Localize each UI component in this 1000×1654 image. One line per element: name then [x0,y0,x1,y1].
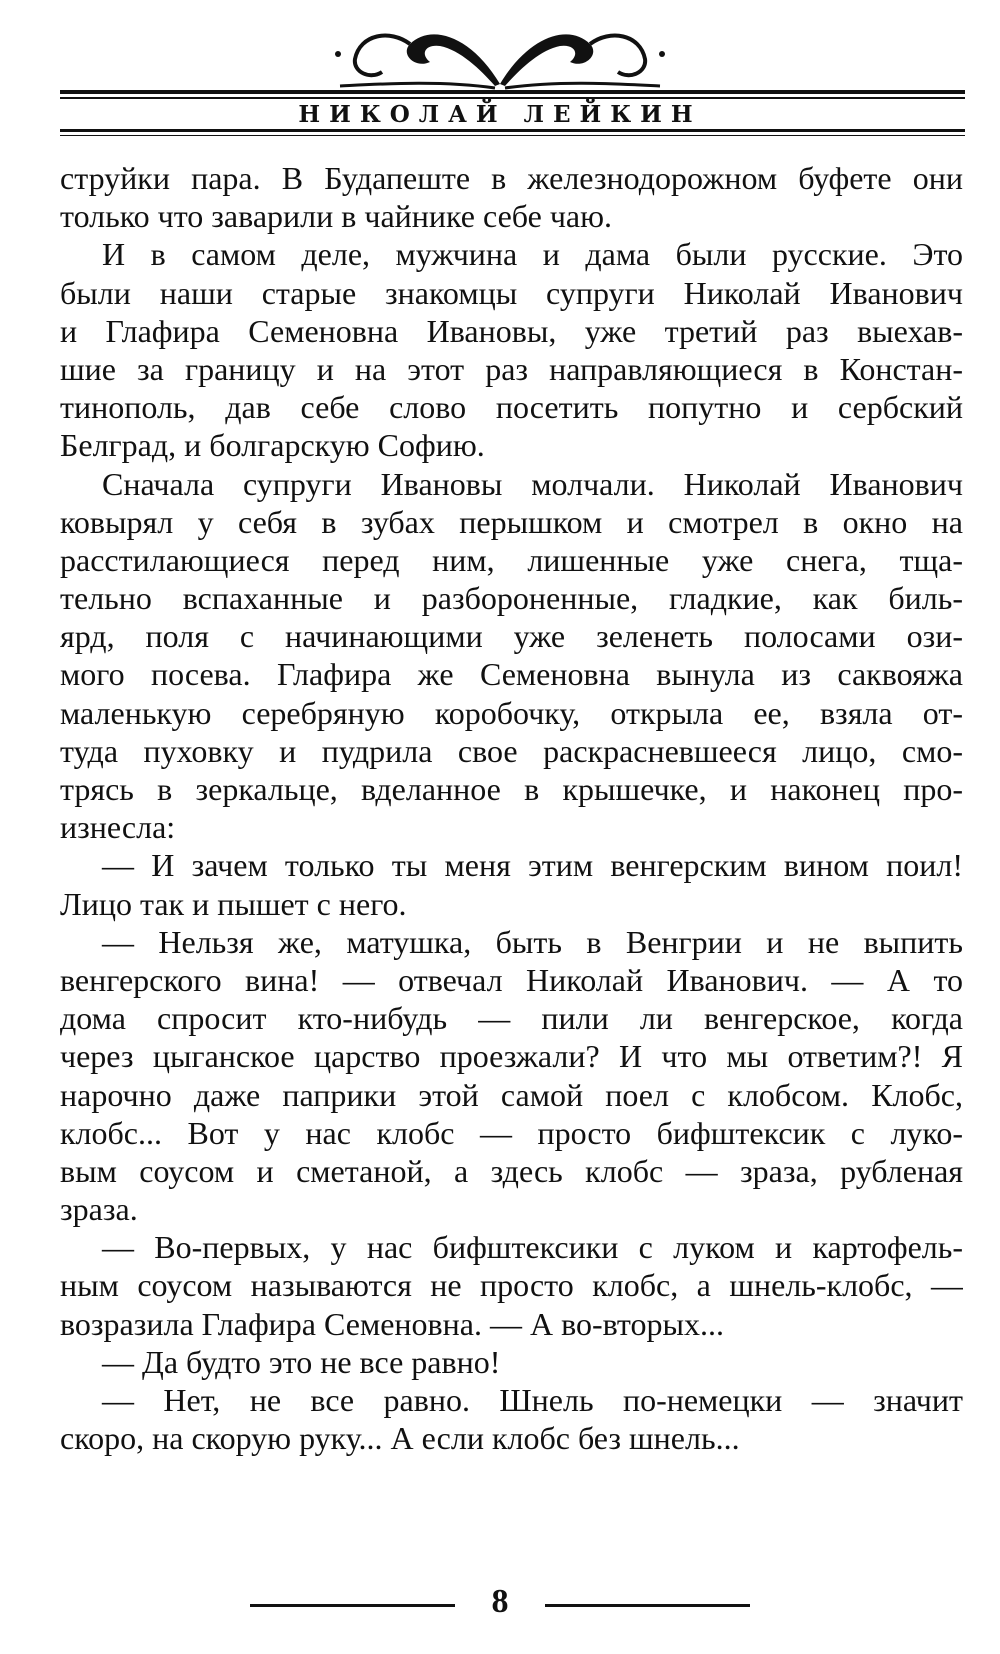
text-line: шие за границу и на этот раз направляющиеся в Констан- [60,350,963,387]
text-line: Лицо так и пышет с него. [60,885,407,922]
text-line: клобс... Вот у нас клобс — просто бифштексик с луко- [60,1114,963,1151]
text-line: трясь в зеркальце, вделанное в крышечке, и наконец про- [60,771,963,807]
text-line: мого посева. Глафира же Семеновна вынула из саквояжа [60,656,963,693]
text-line: И в самом деле, мужчина и дама были русские. Это [102,236,963,273]
text-line: дома спросит кто-нибудь — пили ли венгерское, когда [60,1000,963,1037]
header-rule-top-thin [60,97,965,99]
text-line: изнесла: [60,809,176,846]
text-line: маленькую серебряную коробочку, открыла ее, взяла от- [60,694,963,731]
text-line: — Нельзя же, матушка, быть в Венгрии и не выпить [102,923,963,960]
text-line: зраза. [60,1191,138,1228]
running-title: НИКОЛАЙ ЛЕЙКИН [298,101,702,128]
text-line: через цыганское царство проезжали? И что мы ответим?! Я [60,1038,963,1075]
text-line: ярд, поля с начинающими уже зеленеть полосами ози- [60,618,963,655]
footer-rule-right [545,1604,750,1607]
text-line: только что заварили в чайнике себе чаю. [60,198,613,235]
text-line: вым соусом и сметаной, а здесь клобс — зраза, рубленая [60,1152,963,1189]
text-line: скоро, на скорую руку... А если клобс без шнель... [60,1420,740,1457]
footer-rule-left [250,1604,455,1607]
text-line: ным соусом называются не просто клобс, а шнель-клобс, — [60,1267,963,1304]
text-line: тинополь, дав себе слово посетить попутно и сербский [60,389,963,426]
text-line: — Да будто это не все равно! [102,1343,501,1380]
text-line: тельно вспаханные и разбороненные, гладкие, как биль- [60,580,963,617]
floral-ornament-icon [320,14,680,92]
text-line: струйки пара. В Будапеште в железнодорожном буфете они [60,160,963,196]
text-line: расстилающиеся перед ним, лишенные уже снега, тща- [60,541,963,578]
body-text [60,159,963,1457]
header-rule-bottom-thin [60,135,965,136]
text-line: нарочно даже паприки этой самой поел с клобсом. Клобс, [60,1076,963,1113]
text-line: Белград, и болгарскую Софию. [60,427,485,464]
page-number: 8 [491,1583,509,1620]
text-line: ковырял у себя в зубах перышком и смотрел в окно на [60,503,963,540]
text-line: туда пуховку и пудрила свое раскрасневшееся лицо, смо- [60,732,963,769]
page-footer [0,1580,1000,1620]
text-line: — Нет, не все равно. Шнель по-немецки — значит [102,1382,963,1418]
header-rule-bottom-thick [60,129,965,132]
header-rule-top-thick [60,90,965,94]
text-line: венгерского вина! — отвечал Николай Иванович. — А то [60,961,963,998]
text-line: и Глафира Семеновна Ивановы, уже третий раз выехав- [60,312,963,349]
text-line: были наши старые знакомцы супруги Николай Иванович [60,274,963,311]
text-line: — Во-первых, у нас бифштексики с луком и картофель- [102,1229,963,1266]
text-line: Сначала супруги Ивановы молчали. Николай Иванович [102,465,963,502]
text-line: возразила Глафира Семеновна. — А во-вторых... [60,1305,724,1342]
text-line: — И зачем только ты меня этим венгерским вином поил! [102,847,963,884]
